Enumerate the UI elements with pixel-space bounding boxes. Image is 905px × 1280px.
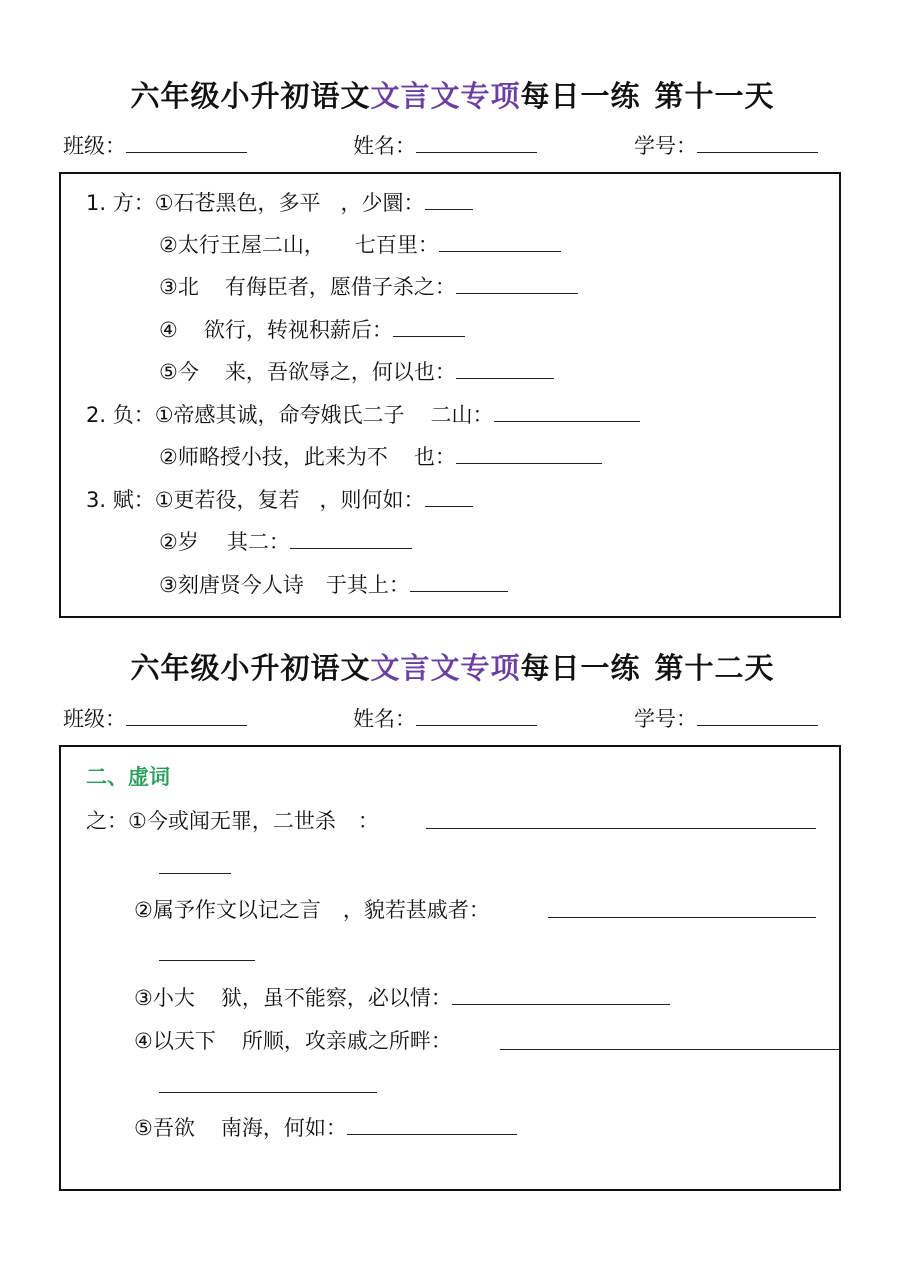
answer-blank[interactable] (426, 828, 816, 829)
answer-blank[interactable] (456, 443, 602, 464)
zhi-item-3: ③小大 狱，虽不能察，必以情： (134, 982, 670, 1012)
question-1-item-4: ④ 欲行，转视积薪后： (159, 314, 465, 344)
answer-blank[interactable] (500, 1049, 841, 1050)
question-3-item-3: ③刻唐贤今人诗 于其上： (159, 569, 508, 599)
question-1-item-5: ⑤今 来，吾欲辱之，何以也： (159, 356, 554, 386)
page-title-day11: 六年级小升初语文文言文专项每日一练 第十一天 (130, 79, 775, 113)
class-field[interactable]: 班级： (63, 703, 247, 733)
zhi-item-5: ⑤吾欲 南海，何如： (134, 1112, 517, 1142)
answer-blank[interactable] (393, 316, 465, 337)
answer-blank[interactable] (452, 984, 670, 1005)
section-heading: 二、虚词 (86, 765, 170, 789)
answer-blank-continued[interactable] (159, 873, 231, 874)
answer-blank-continued[interactable] (159, 1092, 377, 1093)
answer-blank[interactable] (347, 1114, 517, 1135)
answer-blank[interactable] (494, 401, 640, 422)
student-info-row-day11 (0, 130, 905, 160)
zhi-item-2: ②属予作文以记之言 ，貌若甚戚者： (134, 898, 490, 922)
question-1-item-3: ③北 有侮臣者，愿借子杀之： (159, 271, 578, 301)
answer-blank-continued[interactable] (159, 960, 255, 961)
name-field[interactable]: 姓名： (353, 130, 537, 160)
question-2-item-2: ②师略授小技，此来为不 也： (159, 441, 602, 471)
zhi-item-4: ④以天下 所顺，攻亲戚之所畔： (134, 1029, 452, 1053)
class-field[interactable]: 班级： (63, 130, 247, 160)
question-3-item-2: ②岁 其二： (159, 526, 412, 556)
answer-blank[interactable] (425, 486, 473, 507)
zhi-item-1: 之：①今或闻无罪，二世杀 ： (86, 809, 379, 833)
student-id-field[interactable]: 学号： (634, 703, 818, 733)
answer-blank[interactable] (290, 528, 412, 549)
student-id-field[interactable]: 学号： (634, 130, 818, 160)
question-1-item-1: 1. 方：①石苍黑色，多平 ，少圜： (86, 187, 473, 217)
question-1-item-2: ②太行王屋二山， 七百里： (159, 229, 561, 259)
answer-blank[interactable] (439, 231, 561, 252)
answer-blank[interactable] (456, 273, 578, 294)
name-field[interactable]: 姓名： (353, 703, 537, 733)
answer-blank[interactable] (410, 571, 508, 592)
question-2-item-1: 2. 负：①帝感其诚，命夸娥氏二子 二山： (86, 399, 640, 429)
question-3-item-1: 3. 赋：①更若役，复若 ，则何如： (86, 484, 473, 514)
student-info-row-day12 (0, 703, 905, 733)
answer-blank[interactable] (548, 917, 816, 918)
answer-blank[interactable] (456, 358, 554, 379)
page-title-day12: 六年级小升初语文文言文专项每日一练 第十二天 (130, 651, 775, 685)
answer-blank[interactable] (425, 189, 473, 210)
